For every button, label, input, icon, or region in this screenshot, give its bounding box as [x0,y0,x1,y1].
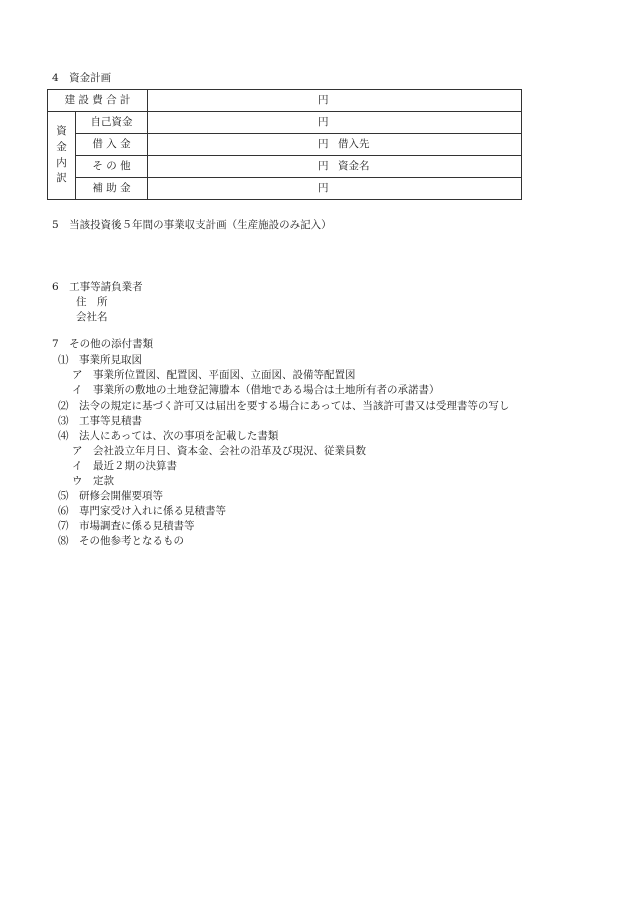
section5-heading: 5 当該投資後５年間の事業収支計画（生産施設のみ記入） [52,219,332,231]
breakdown-group-label: 資 金 内 訳 [48,112,76,200]
section7-heading: 7 その他の添付書類 [52,338,154,350]
list-item: イ 事業所の敷地の土地登記簿謄本（借地である場合は土地所有者の承諾書） [72,384,440,396]
table-row [48,90,522,112]
table-row [48,156,522,178]
table-row [48,178,522,200]
company-name-label: 会社名 [76,311,108,323]
funding-plan-table [47,89,522,200]
list-item: イ 最近２期の決算書 [72,460,177,472]
row-label-own-funds: 自己資金 [76,112,148,134]
row-label-other: そ の 他 [76,156,148,178]
yen-unit: 円 [318,160,329,172]
list-item: ウ 定款 [72,475,114,487]
list-item: ⑴ 事業所見取図 [58,354,142,366]
list-item: ⑸ 研修会開催要項等 [58,490,163,502]
lender-label: 借入先 [338,138,370,150]
list-item: ⑺ 市場調査に係る見積書等 [58,520,195,532]
section6-heading: 6 工事等請負業者 [52,281,143,293]
fund-name-label: 資金名 [338,160,370,172]
list-item: ⑷ 法人にあっては、次の事項を記載した書類 [58,430,279,442]
own-funds-cell[interactable] [148,112,522,134]
row-label-subsidy: 補 助 金 [76,178,148,200]
yen-unit: 円 [318,116,329,128]
list-item: ア 会社設立年月日、資本金、会社の沿革及び現況、従業員数 [72,445,366,457]
list-item: ⑹ 専門家受け入れに係る見積書等 [58,505,226,517]
list-item: ア 事業所位置図、配置図、平面図、立面図、設備等配置図 [72,369,356,381]
table-row [48,112,522,134]
address-label: 住 所 [76,296,108,308]
yen-unit: 円 [318,138,329,150]
subsidy-cell[interactable] [148,178,522,200]
other-funds-cell[interactable] [148,156,522,178]
loan-cell[interactable] [148,134,522,156]
total-amount-cell[interactable] [148,90,522,112]
row-label-loan: 借 入 金 [76,134,148,156]
row-label-total: 建 設 費 合 計 [48,90,148,112]
yen-unit: 円 [318,182,329,194]
list-item: ⑶ 工事等見積書 [58,415,142,427]
table-row [48,134,522,156]
yen-unit: 円 [318,94,329,106]
section4-heading: 4 資金計画 [52,72,112,84]
list-item: ⑵ 法令の規定に基づく許可又は届出を要する場合にあっては、当該許可書又は受理書等の写し [58,400,510,412]
list-item: ⑻ その他参考となるもの [58,535,184,547]
